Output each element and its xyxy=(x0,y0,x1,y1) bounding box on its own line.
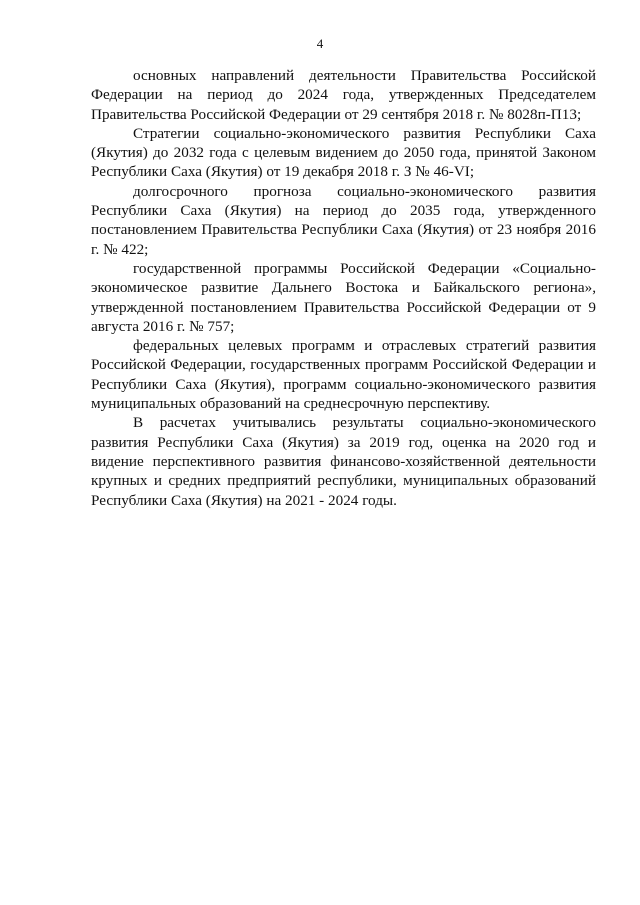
page-number: 4 xyxy=(316,36,324,51)
paragraph-basic-directions: основных направлений деятельности Правительства Российской Федерации на период до 2024 года, утвержденных Председателем Правительства Российской Федерации от 29 сентября 2018 г. № 8028п-П13; xyxy=(91,67,596,123)
paragraph-calculations: В расчетах учитывались результаты социально-экономического развития Республики Саха (Якутия) за 2019 год, оценка на 2020 год и видение перспективного развития финансово-хозяйственной деятельности крупных и средних предприятий республики, муниципальных образований Республики Саха (Якутия) на 2021 - 2024 годы. xyxy=(91,414,596,509)
document-body xyxy=(91,66,596,510)
paragraph-long-term-forecast: долгосрочного прогноза социально-экономического развития Республики Саха (Якутия) на период до 2035 года, утвержденного постановлением Правительства Республики Саха (Якутия) от 23 ноября 2016 г. № 422; xyxy=(91,182,596,258)
paragraph-state-program: государственной программы Российской Федерации «Социально-экономическое развитие Дальнего Востока и Байкальского региона», утвержденной постановлением Правительства Российской Федерации от 9 августа 2016 г. № 757; xyxy=(91,259,596,335)
paragraph-development-strategy: Стратегии социально-экономического развития Республики Саха (Якутия) до 2032 года с целевым видением до 2050 года, принятой Законом Республики Саха (Якутия) от 19 декабря 2018 г. З № 46-VI; xyxy=(91,124,596,181)
paragraph-federal-programs: федеральных целевых программ и отраслевых стратегий развития Российской Федерации, государственных программ Российской Федерации и Республики Саха (Якутия), программ социально-экономического развития муниципальных образований на среднесрочную перспективу. xyxy=(91,337,596,413)
